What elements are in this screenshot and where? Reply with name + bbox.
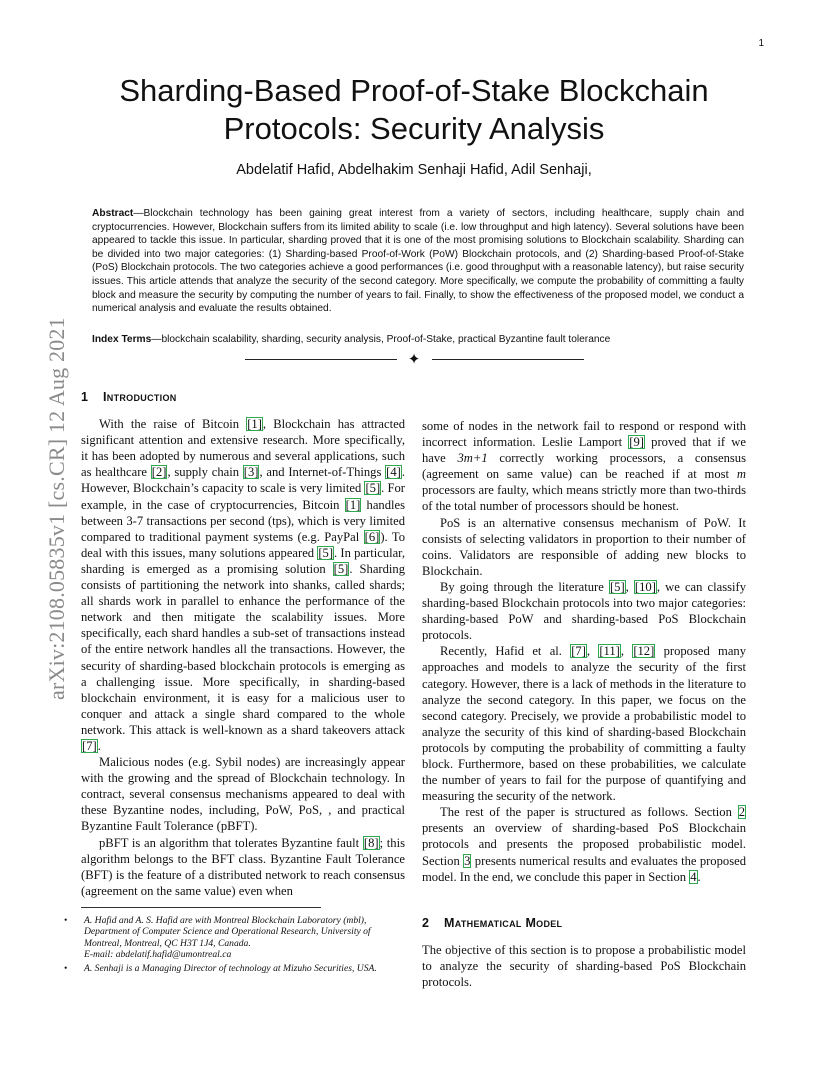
intro-paragraph-3-continued: some of nodes in the network fail to respond or respond with incorrect information. Leslie Lamport [9] proved that if we have 3m+1 correctly working processors, a consensus (agreement on same value) can be reached if at most m processors are faulty, which means strictly more than two-thirds of the total number of processors should be honest. <box>422 419 746 514</box>
page-number: 1 <box>758 38 764 49</box>
footnote-text: A. Hafid and A. S. Hafid are with Montreal Blockchain Laboratory (mbl), Department of Computer Science and Operational Research, University of Montreal, Montreal, QC H3T 1J4, Canada. <box>84 915 371 949</box>
intro-paragraph-5: By going through the literature [5], [10], we can classify sharding-based Blockchain protocols into two major categories: sharding-based PoW and sharding-based PoS Blockchain protocols. <box>422 579 747 643</box>
citation-link[interactable]: [1] <box>345 497 361 512</box>
footnote-rule <box>81 907 321 908</box>
bullet-icon: • <box>64 915 68 926</box>
citation-link[interactable]: [10] <box>634 579 656 594</box>
citation-link[interactable]: [6] <box>364 529 380 544</box>
math-variable: m <box>736 467 746 482</box>
footnote-affiliation-2 <box>64 963 406 974</box>
citation-link[interactable]: [1] <box>247 417 262 432</box>
citation-link[interactable]: [7] <box>82 738 97 753</box>
separator-rule-right <box>432 359 584 360</box>
paper-title <box>80 72 748 148</box>
separator-ornament-icon: ✦ <box>407 352 421 368</box>
separator-rule-left <box>245 359 397 360</box>
abstract-label: Abstract <box>92 208 134 219</box>
intro-paragraph-6: Recently, Hafid et al. [7], [11], [12] proposed many approaches and models to analyze the security of the first category. However, there is a lack of methods in the literature to analyze the second category. In this paper, we focus on the second category. Precisely, we provide a probabilistic model to analyze the security of this kind of sharding-based Blockchain protocols by computing the probability of committing a faulty block. Furthermore, based on these probabilities, we calculate the number of years to fail for the purpose of quantifying and measuring the security of the network. <box>422 644 747 804</box>
author-list: Abdelatif Hafid, Abdelhakim Senhaji Hafid, Adil Senhaji, <box>236 162 592 178</box>
index-terms-text: —blockchain scalability, sharding, security analysis, Proof-of-Stake, practical Byzantine fault tolerance <box>151 334 611 345</box>
math-expression: 3m+1 <box>457 451 488 466</box>
citation-link[interactable]: [2] <box>151 465 167 480</box>
citation-link[interactable]: [11] <box>599 644 620 659</box>
intro-paragraph-4: PoS is an alternative consensus mechanism of PoW. It consists of selecting validators in proportion to their number of coins. Validators are responsible of adding new blocks to Blockchain. <box>422 515 746 578</box>
citation-link[interactable]: [12] <box>633 644 655 659</box>
section-reference-link[interactable]: 4 <box>690 869 697 884</box>
citation-link[interactable]: [9] <box>629 435 644 450</box>
index-terms-label: Index Terms <box>92 334 152 345</box>
citation-link[interactable]: [5] <box>318 545 334 560</box>
intro-paragraph-1: With the raise of Bitcoin [1], Blockchain has attracted significant attention and extensive research. More specifically, it has been adopted by numerous and several applications, such as healthcare [2], supply chain [3], and Internet-of-Things [4]. However, Blockchain’s capacity to scale is very limited [5]. For example, in the case of cryptocurrencies, Bitcoin [1] handles between 3-7 transactions per second (tps), which is very limited compared to traditional payment systems (e.g. PayPal [6]). To deal with this issues, many solutions appeared [5]. In particular, sharding is emerged as a promising solution [5]. Sharding consists of partitioning the network into shanks, called shards; all shards work in parallel to enhance the performance of the network and then mitigate the scalability issues. More specifically, each shard handles a sub-set of transactions instead of the entire network handles all the transactions. However, the security of sharding-based blockchain protocols is emerging as a challenging issue. More specifically, in sharding-based blockchain environment, it is easy for a malicious user to conquer and attack a single shard compared to the whole network. This attack is well-known as a shard takeovers attack [7]. <box>81 417 406 753</box>
abstract-text: —Blockchain technology has been gaining great interest from a variety of sectors, including healthcare, supply chain and cryptocurrencies. However, Blockchain suffers from its limited ability to scale (i.e. low throughput and high latency). Several solutions have been appeared to tackle this issue. In particular, sharding proved that it is one of the most promising solutions to Blockchain scalability. Sharding can be divided into two major categories: (1) Sharding-based Proof-of-Work (PoW) Blockchain protocols, and (2) Sharding-based Proof-of-Stake (PoS) Blockchain protocols. The two categories achieve a good performances (i.e. good throughput with a reasonable latency), but raise security issues. This article attends that analyze the security of the second category. More specifically, we compute the probability of committing a faulty block and measure the security by computing the number of years to fail. Finally, to show the effectiveness of the proposed model, we conduct a numerical analysis and evaluate the results obtained. <box>92 208 744 315</box>
section-heading-mathematical-model <box>422 915 746 931</box>
footnote-text: A. Senhaji is a Managing Director of technology at Mizuho Securities, USA. <box>84 962 377 974</box>
section-title: Introduction <box>103 390 177 404</box>
index-terms <box>92 333 744 347</box>
section-heading-introduction <box>81 389 405 405</box>
intro-paragraph-2: Malicious nodes (e.g. Sybil nodes) are increasingly appear with the growing and the spread of Blockchain technology. In contract, several consensus mechanisms appeared to deal with these Byzantine nodes, including, PoW, PoS, , and practical Byzantine Fault Tolerance (pBFT). <box>81 755 405 834</box>
section-number: 2 <box>422 915 430 930</box>
section-title: Mathematical Model <box>444 915 563 930</box>
footnote-affiliation-1 <box>64 915 406 961</box>
right-column <box>422 418 746 990</box>
title-line-1: Sharding-Based Proof-of-Stake Blockchain <box>119 73 709 108</box>
citation-link[interactable]: [5] <box>365 481 381 496</box>
arxiv-identifier-stamp: arXiv:2108.05835v1 [cs.CR] 12 Aug 2021 <box>44 317 69 700</box>
left-column <box>81 389 405 899</box>
section-reference-link[interactable]: 3 <box>464 853 471 868</box>
citation-link[interactable]: [4] <box>386 465 401 480</box>
footnotes <box>64 915 406 976</box>
abstract <box>92 207 744 316</box>
math-model-paragraph-1: The objective of this section is to propose a probabilistic model to analyze the security of sharding-based PoS Blockchain protocols. <box>422 942 746 989</box>
footnote-email: E-mail: abdelatif.hafid@umontreal.ca <box>84 949 232 961</box>
section-reference-link[interactable]: 2 <box>738 805 745 820</box>
intro-paragraph-3: pBFT is an algorithm that tolerates Byzantine fault [8]; this algorithm belongs to the BFT class. Byzantine Fault Tolerance (BFT) is the feature of a distributed network to reach consensus (agreement on the same value) even when <box>81 835 405 898</box>
citation-link[interactable]: [7] <box>571 644 586 659</box>
bullet-icon: • <box>64 962 68 974</box>
title-line-2: Protocols: Security Analysis <box>223 111 605 146</box>
citation-link[interactable]: [3] <box>243 465 259 480</box>
citation-link[interactable]: [5] <box>609 579 625 594</box>
citation-link[interactable]: [5] <box>333 561 349 576</box>
section-number: 1 <box>81 390 89 404</box>
citation-link[interactable]: [8] <box>363 835 379 850</box>
intro-paragraph-7: The rest of the paper is structured as follows. Section 2 presents an overview of sharding-based PoS Blockchain protocols and presents the proposed probabilistic model. Section 3 presents numerical results and evaluates the proposed model. In the end, we conclude this paper in Section 4. <box>422 805 746 884</box>
